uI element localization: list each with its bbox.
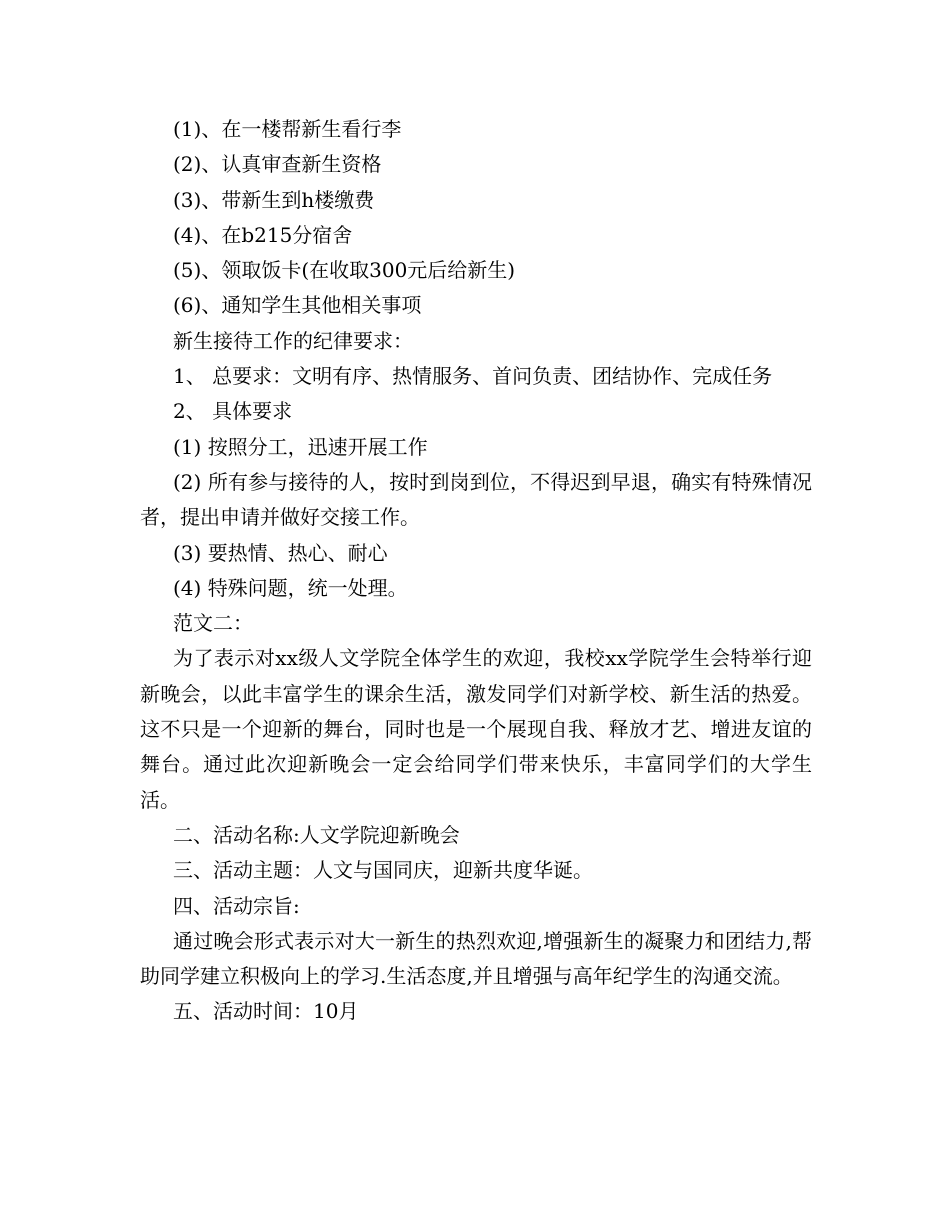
- section-heading: 范文二：: [173, 611, 253, 636]
- document-body: [140, 112, 812, 1030]
- paragraph: 四、活动宗旨:: [173, 893, 300, 918]
- paragraph: (4)、在b215分宿舍: [173, 222, 353, 247]
- paragraph: 通过晚会形式表示对大一新生的热烈欢迎,增强新生的凝聚力和团结力,帮助同学建立积极向上的学习.生活态度,并且增强与高年纪学生的沟通交流。: [140, 928, 812, 989]
- paragraph: 五、活动时间：10月: [173, 999, 359, 1024]
- paragraph: 为了表示对xx级人文学院全体学生的欢迎，我校xx学院学生会特举行迎新晚会，以此丰富学生的课余生活，激发同学们对新学校、新生活的热爱。这不只是一个迎新的舞台，同时也是一个展现自我、释放才艺、增进友谊的舞台。通过此次迎新晚会一定会给同学们带来快乐，丰富同学们的大学生活。: [140, 646, 812, 812]
- paragraph: (1) 按照分工，迅速开展工作: [173, 434, 428, 459]
- paragraph: 1、 总要求：文明有序、热情服务、首问负责、团结协作、完成任务: [173, 364, 773, 389]
- paragraph: (3) 要热情、热心、耐心: [173, 540, 388, 565]
- paragraph: (3)、带新生到h楼缴费: [173, 187, 375, 212]
- paragraph: 三、活动主题：人文与国同庆，迎新共度华诞。: [173, 858, 593, 883]
- paragraph: (6)、通知学生其他相关事项: [173, 293, 422, 318]
- paragraph: 二、活动名称:人文学院迎新晚会: [173, 822, 460, 847]
- paragraph: 2、 具体要求: [173, 399, 293, 424]
- paragraph: (1)、在一楼帮新生看行李: [173, 117, 402, 141]
- paragraph: (2)、认真审查新生资格: [173, 152, 382, 177]
- paragraph: (2) 所有参与接待的人，按时到岗到位，不得迟到早退，确实有特殊情况者，提出申请并做好交接工作。: [140, 469, 812, 530]
- paragraph: (4) 特殊问题，统一处理。: [173, 575, 408, 600]
- paragraph: (5)、领取饭卡(在收取300元后给新生): [173, 258, 516, 283]
- section-heading: 新生接待工作的纪律要求：: [173, 328, 413, 353]
